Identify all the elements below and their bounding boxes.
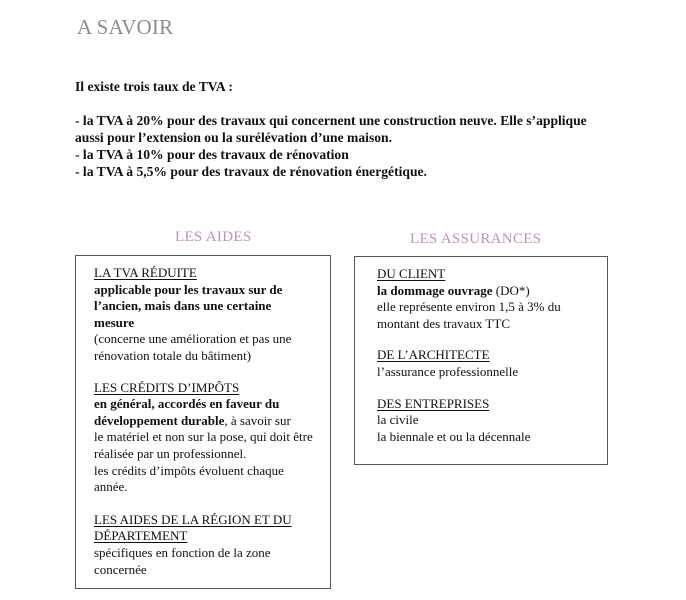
section-bold-line: en général, accordés en faveur du — [94, 396, 280, 412]
section-bold-text: développement durable — [94, 412, 225, 428]
assurances-box — [354, 256, 608, 465]
section-title: DU CLIENT — [377, 266, 446, 281]
tva-intro — [75, 78, 635, 180]
section-title: DES ENTREPRISES — [377, 395, 490, 411]
section-title: LA TVA RÉDUITE — [94, 265, 197, 280]
section-line: l’assurance professionnelle — [377, 363, 519, 379]
assurances-section-architecte — [377, 347, 597, 380]
section-title: LES CRÉDITS D’IMPÔTS — [94, 379, 240, 395]
tva-line: - la TVA à 10% pour des travaux de rénovation — [75, 147, 349, 162]
section-text: , à savoir sur — [224, 412, 291, 428]
aides-heading: LES AIDES — [175, 229, 252, 245]
spacer — [75, 95, 635, 112]
tva-line: - la TVA à 5,5% pour des travaux de rénovation énergétique. — [75, 164, 427, 179]
aides-section-tva — [94, 265, 320, 365]
assurances-heading: LES ASSURANCES — [410, 231, 542, 247]
section-line: rénovation totale du bâtiment) — [94, 347, 252, 363]
section-title: DÉPARTEMENT — [94, 528, 188, 544]
section-line: la civile — [377, 412, 419, 428]
section-line: spécifiques en fonction de la zone — [94, 544, 271, 560]
section-bold-line: l’ancien, mais dans une certaine — [94, 298, 272, 314]
assurances-section-entreprises — [377, 396, 597, 446]
section-line: année. — [94, 479, 128, 495]
section-title: LES AIDES DE LA RÉGION ET DU — [94, 511, 292, 527]
page-title: A SAVOIR — [77, 15, 174, 39]
section-line: (concerne une amélioration et pas une — [94, 331, 292, 347]
tva-intro-heading: Il existe trois taux de TVA : — [75, 79, 233, 94]
aides-box — [75, 255, 331, 589]
section-bold-line: applicable pour les travaux sur de — [94, 281, 283, 297]
section-line: la biennale et ou la décennale — [377, 428, 531, 444]
section-text: (DO*) — [492, 282, 530, 298]
section-line: réalisée par un professionnel. — [94, 445, 247, 461]
section-line: concernée — [94, 561, 147, 577]
aides-section-region — [94, 512, 320, 578]
section-title: DE L’ARCHITECTE — [377, 347, 490, 363]
section-line: elle représente environ 1,5 à 3% du — [377, 299, 561, 315]
section-bold-line: mesure — [94, 314, 135, 330]
section-line: le matériel et non sur la pose, qui doit être — [94, 429, 313, 445]
aides-section-credits — [94, 380, 320, 496]
assurances-section-client — [377, 266, 597, 332]
section-bold-text: la dommage ouvrage — [377, 282, 493, 298]
section-line: montant des travaux TTC — [377, 315, 510, 331]
tva-line: aussi pour l’extension ou la surélévation d’une maison. — [75, 130, 392, 145]
section-line: les crédits d’impôts évoluent chaque — [94, 462, 284, 478]
tva-line: - la TVA à 20% pour des travaux qui concernent une construction neuve. Elle s’applique — [75, 113, 587, 128]
